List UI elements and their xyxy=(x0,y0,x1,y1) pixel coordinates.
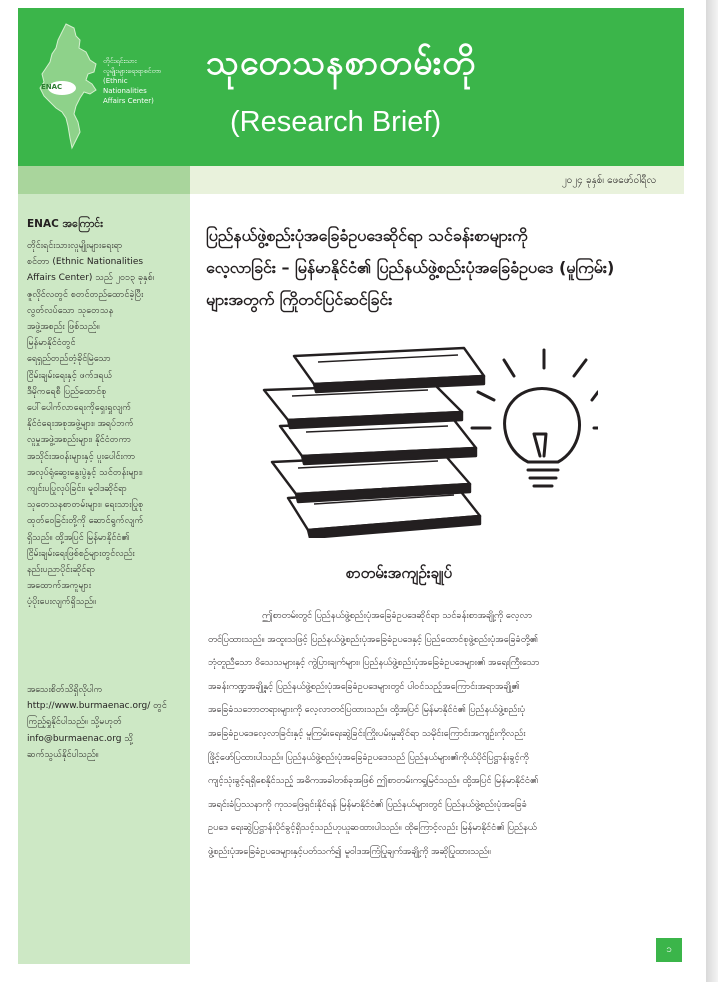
article-title-line: ပြည်နယ်ဖွဲ့စည်းပုံအခြေခံဥပဒေဆိုင်ရာ သင်ခန်းစာများကို xyxy=(206,226,528,245)
summary-line: အရင်းခံပြဿနာကို ကုသဖြေရှင်းနိုင်ရန် မြန်မာနိုင်ငံ၏ ပြည်နယ်များတွင် ပြည်နယ်ဖွဲ့စည်းပုံအခြေခံ xyxy=(208,798,527,810)
about-sidebar xyxy=(18,194,190,964)
website-link[interactable]: http://www.burmaenac.org/ တွင် xyxy=(27,701,167,712)
sidebar-line: ငြိမ်းချမ်းရေးဖြစ်စဉ်များတွင်လည်း xyxy=(27,548,135,559)
logo-text-line: (Ethnic xyxy=(103,77,128,85)
page-edge-shadow xyxy=(706,0,718,982)
sidebar-line: တိုင်းရင်းသားလူမျိုးများရေးရာ xyxy=(27,241,123,251)
article-title-line: လေ့လာခြင်း – မြန်မာနိုင်ငံ၏ ပြည်နယ်ဖွဲ့စည်းပုံအခြေခံဥပဒေ (မူကြမ်း) xyxy=(206,258,615,277)
sidebar-line: ရှိသည်။ ထို့အပြင် မြန်မာနိုင်ငံ၏ xyxy=(27,532,130,543)
date-strip xyxy=(18,166,684,194)
summary-line: အခန်းကဏ္ဍအချို့နှင့် ပြည်နယ်ဖွဲ့စည်းပုံအခြေခံဥပဒေများတွင် ပါဝင်သည့်အကြောင်းအရာအချို့၏ xyxy=(208,680,520,692)
summary-line: အခြေခံသဘောတရားများကို လေ့လာတင်ပြထားသည်။ ထို့အပြင် မြန်မာနိုင်ငံ၏ ပြည်နယ်ဖွဲ့စည်းပုံ xyxy=(208,704,525,716)
contact-line: ဆက်သွယ်နိုင်ပါသည်။ xyxy=(27,749,99,760)
summary-line: ကျင့်သုံးခွင့်ရရှိစေနိုင်သည့် အဓိကအခါတစ်ခုအဖြစ် ဤစာတမ်းကရှုမြင်သည်။ ထို့အပြင် မြန်မာနိုင်ငံ၏ xyxy=(208,775,539,787)
sidebar-line: နည်းပညာပိုင်းဆိုင်ရာ xyxy=(27,565,96,576)
sidebar-line: လူမှုအဖွဲ့အစည်းများ၊ နိုင်ငံတကာ xyxy=(27,435,132,446)
sidebar-line: အလုပ်ရုံဆွေးနွေးပွဲနှင့် သင်တန်းများ၊ xyxy=(27,467,143,478)
logo-badge: ENAC xyxy=(41,83,63,91)
summary-line: ဖွဲ့စည်းပုံအခြေခံဥပဒေများနှင့်ပတ်သက်၍ မူဝါဒအကြံပြုချက်အချို့ကို အဆိုပြုထားသည်။ xyxy=(208,845,491,857)
sidebar-line: Affairs Center) သည် ၂၀၁၃ ခုနှစ်၊ xyxy=(27,273,155,284)
sidebar-line: မြန်မာနိုင်ငံတွင် xyxy=(27,338,76,349)
sidebar-line: ပံ့ပိုးပေးလျက်ရှိသည်။ xyxy=(27,597,96,608)
sidebar-line: အဖွဲ့အစည်း ဖြစ်သည်။ xyxy=(27,322,100,333)
summary-line: တင်ပြထားသည်။ အထူးသဖြင့် ပြည်နယ်ဖွဲ့စည်းပုံအခြေခံဥပဒေနှင့် ပြည်ထောင်စုဖွဲ့စည်းပုံအခြေခံတို့၏ xyxy=(208,633,538,645)
sidebar-line: ဇူလိုင်လတွင် စတင်တည်ထောင်ခဲ့ပြီး xyxy=(27,289,144,300)
logo-text-line: Affairs Center) xyxy=(103,97,154,105)
sidebar-line: သုတေသနစာတမ်းများ၊ ရေးသားပြုစု xyxy=(27,500,144,511)
logo-text-line: Nationalities xyxy=(103,87,147,95)
sidebar-line: ရေရှည်တည်တံ့ခိုင်မြဲသော xyxy=(27,354,111,365)
date-strip-accent xyxy=(18,166,190,194)
summary-line: ဖြိုင့်ဖော်ပြထားပါသည်။ ပြည်နယ်ဖွဲ့စည်းပုံအခြေခံဥပဒေသည် ပြည်နယ်များ၏ကိုယ်ပိုင်ပြဋ္ဌာန်းခွင့်ကို xyxy=(208,751,529,763)
sidebar-line: အထောက်အကူများ xyxy=(27,581,91,592)
page-number: ၁ xyxy=(656,938,682,962)
summary-line: အခြေခံဥပဒေလေ့လာခြင်းနှင့် မူကြမ်းရေးဆွဲခြင်းကြိုးပမ်းမှုဆိုင်ရာ သမိုင်းကြောင်းအကျဉ်းကိုလည်း xyxy=(208,727,526,739)
contact-line: ကြည့်ရှုနိုင်ပါသည်။ သို့မဟုတ် xyxy=(27,717,122,728)
sidebar-line: ငြိမ်းချမ်းရေးနှင့် ဖက်ဒရယ် xyxy=(27,370,113,381)
logo-text-line: လူမျိုးများရေးရာစင်တာ xyxy=(103,67,162,75)
summary-paragraph xyxy=(208,604,678,864)
sidebar-line: ပေါ်ပေါက်လာရေးကိုရှေးရှုလျက် xyxy=(27,403,132,414)
sidebar-line: အသိုင်းအဝန်းများနှင့် ပူးပေါင်းကာ xyxy=(27,451,136,462)
sidebar-line: စင်တာ (Ethnic Nationalities xyxy=(27,257,144,268)
summary-line: ဤစာတမ်းတွင် ပြည်နယ်ဖွဲ့စည်းပုံအခြေခံဥပဒေဆိုင်ရာ သင်ခန်းစာအချို့ကို လေ့လာ xyxy=(262,610,532,621)
email-link[interactable]: info@burmaenac.org သို့ xyxy=(27,733,134,744)
logo-text-line: တိုင်းရင်းသား xyxy=(103,57,137,65)
sidebar-heading: ENAC အကြောင်း xyxy=(27,218,103,230)
document-type-title: သုတေသနစာတမ်းတို xyxy=(206,43,477,83)
publication-date: ၂၀၂၄ ခုနှစ်၊ ဖေဖော်ဝါရီလ xyxy=(561,175,656,186)
document-type-subtitle: (Research Brief) xyxy=(230,106,442,138)
summary-line: ဥပဒေ ရေးဆွဲပြဋ္ဌာန်းပိုင်ခွင့်ရှိသင့်သည်ဟုယူဆထားပါသည်။ ထိုကြောင့်လည်း မြန်မာနိုင်ငံ၏ ပြည်နယ် xyxy=(208,822,537,834)
sidebar-line: ဒီမိုကရေစီ ပြည်ထောင်စု xyxy=(27,386,107,397)
contact-line: အသေးစိတ်သိရှိလိုပါက xyxy=(27,685,103,695)
article-title xyxy=(206,220,676,316)
summary-line: ဘုံတူညီသော ဝိသေသများနှင့် ကွဲပြားချက်များ၊ ပြည်နယ်ဖွဲ့စည်းပုံအခြေခံဥပဒေများ၏ အရေးကြီးသော xyxy=(208,657,540,669)
logo-organization-name xyxy=(103,56,181,106)
sidebar-contact xyxy=(27,682,187,763)
sidebar-about-paragraph xyxy=(27,238,187,611)
sidebar-line: လွတ်လပ်သော သုတေသန xyxy=(27,305,114,316)
sidebar-line: ထုတ်ဝေခြင်းတို့ကို ဆောင်ရွက်လျက် xyxy=(27,516,144,527)
sidebar-line: ကျင်းပပြုလုပ်ခြင်း၊ မူဝါဒဆိုင်ရာ xyxy=(27,484,127,495)
summary-heading: စာတမ်းအကျဉ်းချုပ် xyxy=(346,564,453,582)
sidebar-line: နိုင်ငံရေးအစုအဖွဲ့များ၊ အရပ်ဘက် xyxy=(27,419,134,430)
books-and-lightbulb-illustration xyxy=(258,338,598,538)
article-title-line: များအတွက် ကြိုတင်ပြင်ဆင်ခြင်း xyxy=(206,290,393,309)
